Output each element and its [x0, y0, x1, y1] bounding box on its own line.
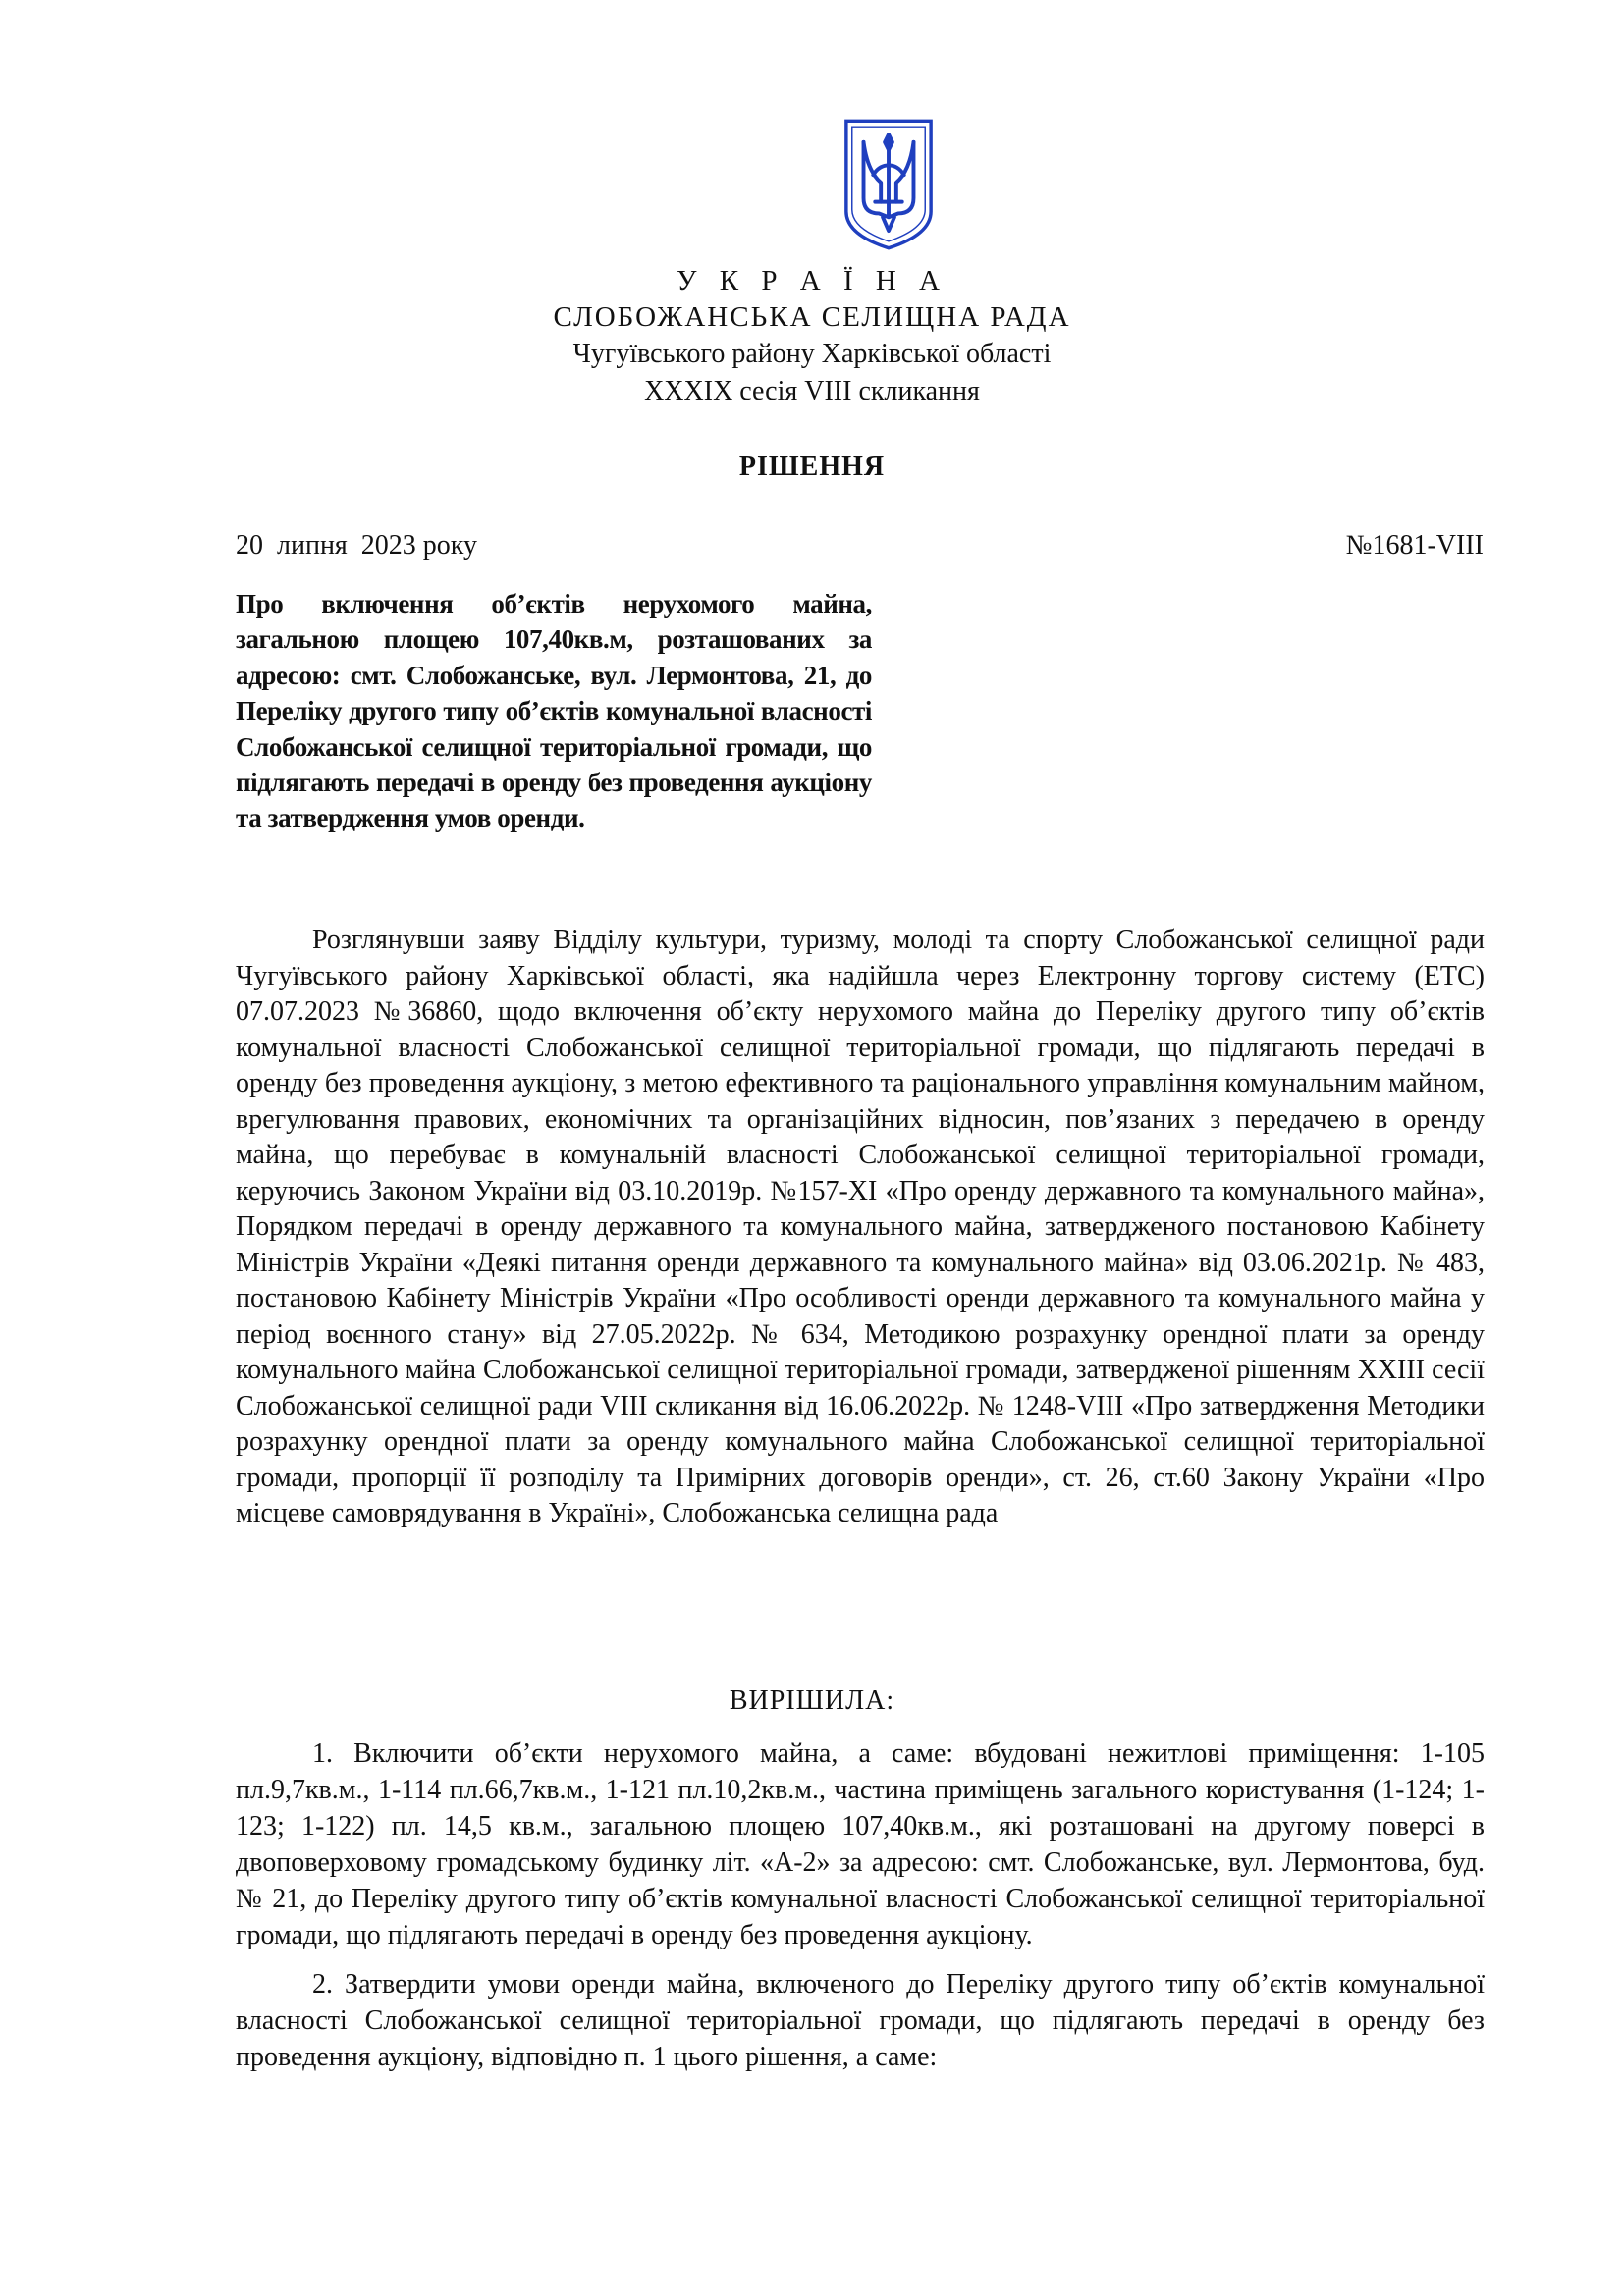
- resolution-item-1: 1. Включити об’єкти нерухомого майна, а саме: вбудовані нежитлові приміщення: 1-105 пл.9,7кв.м., 1-114 пл.66,7кв.м., 1-121 пл.10,2кв.м., частина приміщень загального користування (1-124; 1-123; 1-122) пл. 14,5 кв.м., загальною площею 107,40кв.м., які розташовані на другому поверсі в двоповерховому громадському будинку літ. «А-2» за адресою: смт. Слобожанське, вул. Лермонтова, буд. № 21, до Переліку другого типу об’єктів комунальної власності Слобожанської селищної територіальної громади, що підлягають передачі в оренду без проведення аукціону.: [236, 1738, 1485, 1950]
- ukraine-coat-of-arms-icon: [840, 116, 937, 253]
- council-name: СЛОБОЖАНСЬКА СЕЛИЩНА РАДА: [553, 301, 1071, 333]
- decision-number: №1681-VIII: [1345, 530, 1484, 561]
- decision-date: 20 липня 2023 року: [236, 530, 478, 561]
- decision-subject: Про включення об’єктів нерухомого майна, загальною площею 107,40кв.м, розташованих за адресою: смт. Слобожанське, вул. Лермонтова, 21, до Переліку другого типу об’єктів комунальної власності Слобожанської селищної територіальної громади, що підлягають передачі в оренду без проведення аукціону та затвердження умов оренди.: [236, 589, 872, 833]
- preamble-paragraph: Розглянувши заяву Відділу культури, туризму, молоді та спорту Слобожанської селищної ради Чугуївського району Харківської області, яка надійшла через Електронну торгову систему (ЕТС) 07.07.2023 №36860, щодо включення об’єкту нерухомого майна до Переліку другого типу об’єктів комунальної власності Слобожанської селищної територіальної громади, що підлягають передачі в оренду без проведення аукціону, з метою ефективного та раціонального управління комунальним майном, врегулювання правових, економічних та організаційних відносин, пов’язаних з передачею в оренду майна, що перебуває в комунальній власності Слобожанської селищної територіальної громади, керуючись Законом України від 03.10.2019р. №157-XI «Про оренду державного та комунального майна», Порядком передачі в оренду державного та комунального майна, затвердженого постановою Кабінету Міністрів України «Деякі питання оренди державного та комунального майна» від 03.06.2021р. № 483, постановою Кабінету Міністрів України «Про особливості оренди державного та комунального майна у період воєнного стану» від 27.05.2022р. № 634, Методикою розрахунку орендної плати за оренду комунального майна Слобожанської селищної територіальної громади, затвердженої рішенням XXIII сесії Слобожанської селищної ради VIII скликання від 16.06.2022р. № 1248-VIII «Про затвердження Методики розрахунку орендної плати за оренду комунального майна Слобожанської селищної територіальної громади, пропорції її розподілу та Примірних договорів оренди», ст. 26, ст.60 Закону України «Про місцеве самоврядування в Україні», Слобожанська селищна рада: [236, 925, 1485, 1528]
- session-label: XXXIX сесія VIII скликання: [644, 376, 980, 406]
- district-name: Чугуївського району Харківської області: [572, 339, 1052, 369]
- document-title: РІШЕННЯ: [738, 452, 886, 482]
- country-name: У К Р А Ї Н А: [677, 265, 947, 296]
- decided-heading: ВИРІШИЛА:: [729, 1685, 895, 1716]
- resolution-item-2: 2. Затвердити умови оренди майна, включеного до Переліку другого типу об’єктів комунальної власності Слобожанської селищної територіальної громади, що підлягають передачі в оренду без проведення аукціону, відповідно п. 1 цього рішення, а саме:: [236, 1969, 1485, 2072]
